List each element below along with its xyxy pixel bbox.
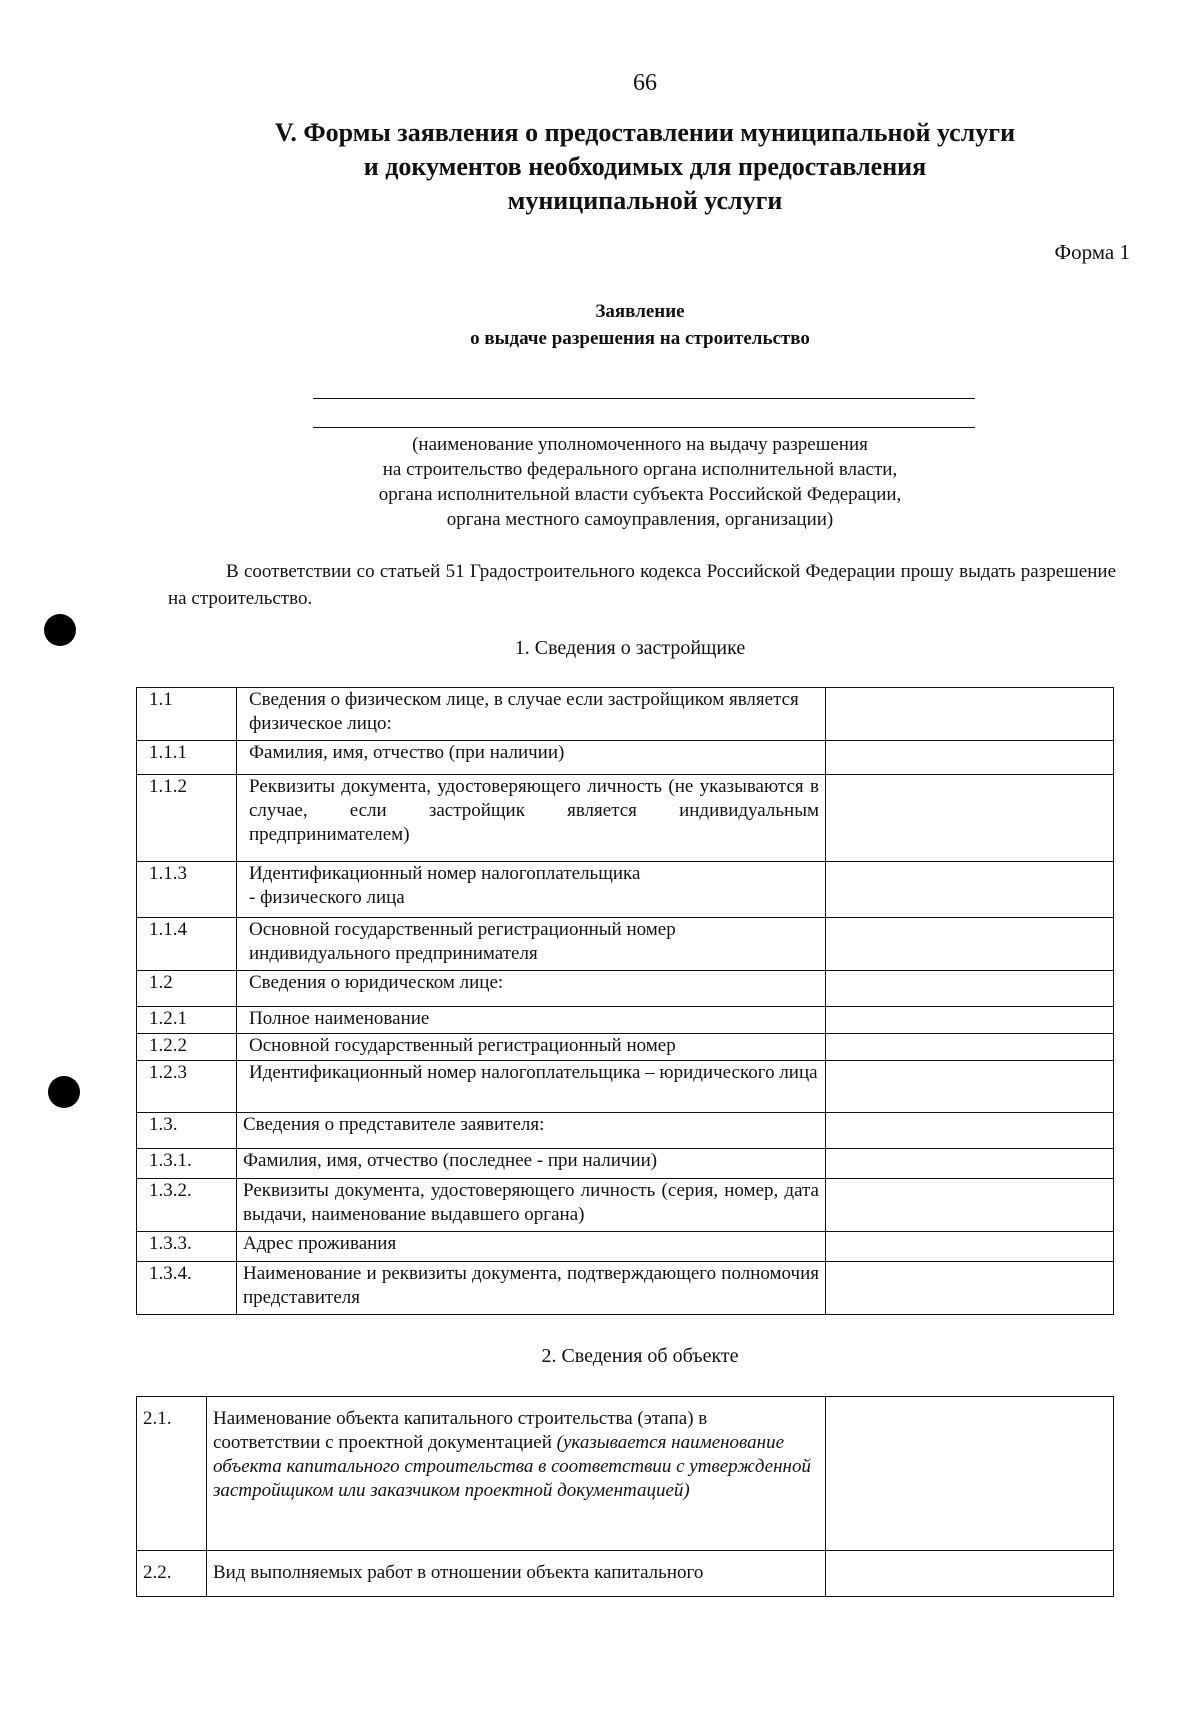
authority-caption-line-4: органа местного самоуправления, организации) (446, 509, 834, 530)
row-value-cell[interactable] (826, 1034, 1114, 1061)
row-value-cell[interactable] (826, 1262, 1114, 1315)
row-value-cell[interactable] (826, 688, 1114, 741)
table-row (137, 1551, 1114, 1597)
row-value-cell[interactable] (826, 1061, 1114, 1113)
table-row (137, 741, 1114, 775)
row-label: Вид выполняемых работ в отношении объекта капитального (207, 1551, 826, 1597)
row-label-note: (указывается наименование объекта капитального строительства в соответствии с утвержденной застройщиком или заказчиком проектной документацией) (213, 1432, 811, 1501)
row-number: 1.2.3 (137, 1061, 237, 1113)
table-row (137, 688, 1114, 741)
binding-hole-mark (44, 614, 76, 646)
row-number: 1.2 (137, 971, 237, 1007)
row-value-cell[interactable] (826, 918, 1114, 971)
application-title (340, 298, 940, 352)
table-row (137, 918, 1114, 971)
authority-caption-line-2: на строительство федерального органа исполнительной власти, (382, 459, 898, 480)
section-1-title: 1. Сведения о застройщике (514, 637, 746, 659)
row-value-cell[interactable] (826, 741, 1114, 775)
authority-caption-line-3: органа исполнительной власти субъекта Российской Федерации, (378, 484, 902, 505)
table-row (137, 1397, 1114, 1551)
row-number: 1.3. (137, 1113, 237, 1149)
row-number: 1.1.2 (137, 775, 237, 862)
table-row (137, 1007, 1114, 1034)
row-number: 1.1.3 (137, 862, 237, 918)
row-label: Основной государственный регистрационный номер (237, 1034, 826, 1061)
row-label-line-1: Идентификационный номер налогоплательщика (249, 863, 641, 884)
row-number: 1.3.3. (137, 1232, 237, 1262)
table-row (137, 1149, 1114, 1179)
row-label: Реквизиты документа, удостоверяющего личность (серия, номер, дата выдачи, наименование выдавшего органа) (237, 1179, 826, 1232)
heading-line-3: муниципальной услуги (507, 186, 783, 215)
page-number: 66 (633, 70, 657, 96)
developer-info-table (136, 687, 1114, 1315)
row-number: 1.2.2 (137, 1034, 237, 1061)
application-title-main: Заявление (595, 301, 685, 322)
request-paragraph: В соответствии со статьей 51 Градостроительного кодекса Российской Федерации прошу выдать разрешение на строительство. (168, 561, 1116, 609)
row-label-line-2: - физического лица (249, 887, 405, 908)
row-label: Сведения о представителе заявителя: (237, 1113, 826, 1149)
row-number: 1.1 (137, 688, 237, 741)
row-label: Адрес проживания (237, 1232, 826, 1262)
row-number: 1.1.4 (137, 918, 237, 971)
row-number: 1.2.1 (137, 1007, 237, 1034)
form-label: Форма 1 (1054, 240, 1130, 264)
object-info-table (136, 1396, 1114, 1597)
row-value-cell[interactable] (826, 971, 1114, 1007)
row-value-cell[interactable] (826, 1149, 1114, 1179)
row-label: Реквизиты документа, удостоверяющего личность (не указываются в случае, если застройщик является индивидуальным предпринимателем) (237, 775, 826, 862)
row-value-cell[interactable] (826, 775, 1114, 862)
row-number: 1.3.4. (137, 1262, 237, 1315)
row-value-cell[interactable] (826, 862, 1114, 918)
table-row (137, 971, 1114, 1007)
row-value-cell[interactable] (826, 1113, 1114, 1149)
row-label: Сведения о юридическом лице: (237, 971, 826, 1007)
row-number: 2.2. (137, 1551, 207, 1597)
row-label (207, 1397, 826, 1551)
table-row (137, 1061, 1114, 1113)
table-row (137, 1262, 1114, 1315)
row-label-text: Наименование объекта капитального строительства (этапа) в соответствии с проектной документацией (213, 1408, 708, 1453)
row-label: Основной государственный регистрационный номер индивидуального предпринимателя (237, 918, 826, 971)
row-label: Идентификационный номер налогоплательщика – юридического лица (237, 1061, 826, 1113)
row-label: Фамилия, имя, отчество (при наличии) (237, 741, 826, 775)
table-row (137, 1113, 1114, 1149)
heading-line-1: V. Формы заявления о предоставлении муниципальной услуги (274, 118, 1016, 147)
authority-name-line-1[interactable] (313, 398, 975, 399)
authority-name-line-2[interactable] (313, 427, 975, 428)
row-number: 1.3.2. (137, 1179, 237, 1232)
row-value-cell[interactable] (826, 1551, 1114, 1597)
binding-hole-mark (48, 1076, 80, 1108)
section-2-title: 2. Сведения об объекте (541, 1345, 739, 1367)
row-label: Наименование и реквизиты документа, подтверждающего полномочия представителя (237, 1262, 826, 1315)
row-number: 1.3.1. (137, 1149, 237, 1179)
row-value-cell[interactable] (826, 1179, 1114, 1232)
section-heading (200, 116, 1090, 218)
row-number: 1.1.1 (137, 741, 237, 775)
row-value-cell[interactable] (826, 1232, 1114, 1262)
table-row (137, 1232, 1114, 1262)
heading-line-2: и документов необходимых для предоставления (363, 152, 927, 181)
application-title-sub: о выдаче разрешения на строительство (470, 328, 810, 349)
row-label: Сведения о физическом лице, в случае если застройщиком является физическое лицо: (237, 688, 826, 741)
table-row (137, 775, 1114, 862)
row-label (237, 862, 826, 918)
row-value-cell[interactable] (826, 1397, 1114, 1551)
row-label: Фамилия, имя, отчество (последнее - при наличии) (237, 1149, 826, 1179)
authority-caption-line-1: (наименование уполномоченного на выдачу разрешения (412, 434, 868, 455)
table-row (137, 1179, 1114, 1232)
table-row (137, 1034, 1114, 1061)
row-value-cell[interactable] (826, 1007, 1114, 1034)
row-number: 2.1. (137, 1397, 207, 1551)
table-row (137, 862, 1114, 918)
row-label: Полное наименование (237, 1007, 826, 1034)
authority-caption (300, 432, 980, 532)
